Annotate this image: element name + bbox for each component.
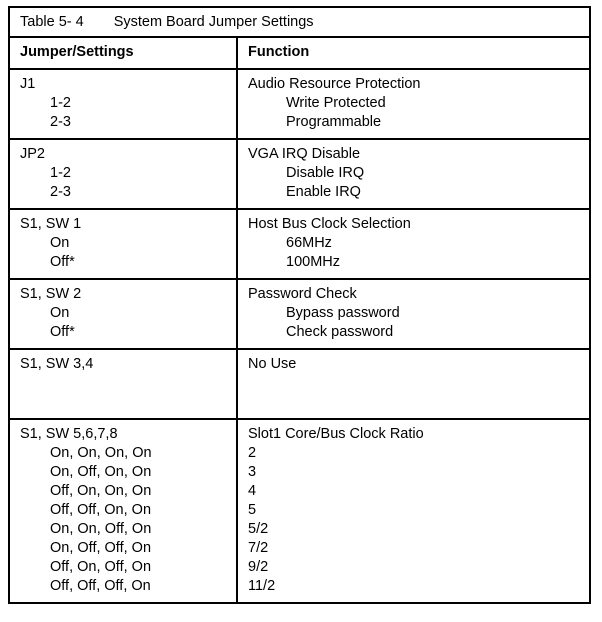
row-function-cell: Slot1 Core/Bus Clock Ratio 2 3 4 5 5/2 7/2 9/2 11/2 [248,426,424,594]
row-jumper-cell: JP2 1-2 2-3 [10,140,238,208]
column-header-jumper-settings: Jumper/Settings [10,38,238,68]
table-row [10,280,589,350]
row-spacer [248,393,589,412]
table-caption [10,8,589,38]
row-function-cell: Password Check Bypass password Check password [248,286,400,340]
table-header-row [10,38,589,70]
row-function-cell: Audio Resource Protection Write Protected Programmable [248,76,421,130]
jumper-settings-table [8,6,591,604]
row-jumper-cell: S1, SW 5,6,7,8 On, On, On, On On, Off, On, On Off, On, On, On Off, Off, On, On On, On, Off, On On, Off, Off, On Off, On, Off, On Off, Off, Off, On [10,420,238,602]
row-jumper-cell: S1, SW 1 On Off* [10,210,238,278]
table-row [10,140,589,210]
table-row [10,210,589,280]
row-spacer [20,374,236,393]
row-spacer [248,374,589,393]
row-jumper-cell: S1, SW 2 On Off* [10,280,238,348]
table-caption-label: Table 5- 4 [20,14,84,30]
table-caption-title: System Board Jumper Settings [113,14,314,30]
table-row [10,350,589,420]
row-spacer [20,393,236,412]
table-row [10,70,589,140]
column-header-function: Function [248,44,310,60]
row-function-cell: Host Bus Clock Selection 66MHz 100MHz [248,216,411,270]
row-function-cell: No Use [238,350,589,418]
row-jumper-cell: J1 1-2 2-3 [10,70,238,138]
row-function-cell: VGA IRQ Disable Disable IRQ Enable IRQ [248,146,365,200]
row-jumper-cell: S1, SW 3,4 [10,350,238,418]
table-row [10,420,589,602]
